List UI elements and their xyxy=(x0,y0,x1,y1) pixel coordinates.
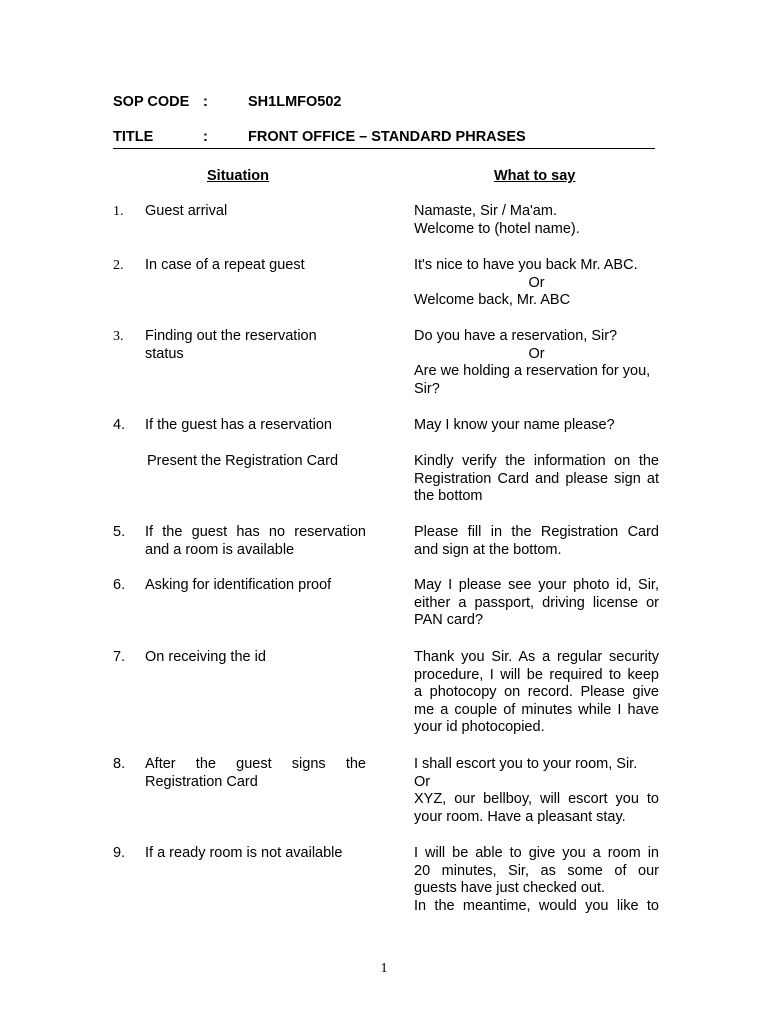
situation-line: status xyxy=(145,345,184,362)
situation-line: After the guest signs the xyxy=(145,756,366,772)
phrase-line: and sign at the bottom. xyxy=(414,541,562,558)
phrase-text xyxy=(414,328,659,398)
situation-text: Asking for identification proof xyxy=(145,577,332,593)
phrase-line: Kindly verify the information on the xyxy=(414,453,659,469)
phrase-line: Welcome to (hotel name). xyxy=(414,220,580,237)
situation-text: If the guest has a reservation xyxy=(145,417,332,433)
phrase-line: Are we holding a reservation for you, xyxy=(414,363,651,379)
phrase-line: Do you have a reservation, Sir? xyxy=(414,328,618,344)
phrase-text xyxy=(414,577,659,630)
phrase-line: your room. Have a pleasant stay. xyxy=(414,808,626,825)
title-colon: : xyxy=(203,129,208,145)
situation-text: If a ready room is not available xyxy=(145,845,343,861)
title-value: FRONT OFFICE – STANDARD PHRASES xyxy=(248,129,526,145)
phrase-line: guests have just checked out. xyxy=(414,880,606,896)
phrase-text xyxy=(414,203,659,238)
situation-line: If the guest has no reservation xyxy=(145,524,366,540)
situation-text: Guest arrival xyxy=(145,203,228,219)
phrase-line: a photocopy on record. Please give xyxy=(414,684,659,700)
situation-line: Finding out the reservation xyxy=(145,328,317,344)
sop-code-value: SH1LMFO502 xyxy=(248,94,342,110)
situation-text xyxy=(145,756,366,791)
phrase-line: Thank you Sir. As a regular security xyxy=(414,649,659,665)
phrase-line: It's nice to have you back Mr. ABC. xyxy=(414,257,638,273)
what-to-say-heading: What to say xyxy=(494,168,576,184)
item-number: 9. xyxy=(113,845,126,861)
item-number: 7. xyxy=(113,649,126,665)
phrase-text xyxy=(414,524,659,559)
phrase-text xyxy=(414,756,659,826)
sop-code-label: SOP CODE xyxy=(113,94,190,110)
phrase-line: PAN card? xyxy=(414,612,484,628)
phrase-line: 20 minutes, Sir, as some of our xyxy=(414,862,659,879)
situation-text: In case of a repeat guest xyxy=(145,257,305,273)
situation-line: Registration Card xyxy=(145,773,258,790)
situation-text: On receiving the id xyxy=(145,649,266,665)
situation-text xyxy=(145,524,366,559)
phrase-line: your id photocopied. xyxy=(414,719,545,735)
situation-line: and a room is available xyxy=(145,541,295,558)
phrase-line: I shall escort you to your room, Sir. xyxy=(414,756,638,772)
phrase-text xyxy=(414,453,659,506)
item-number: 5. xyxy=(113,524,126,540)
title-label: TITLE xyxy=(113,129,154,145)
sop-code-colon: : xyxy=(203,94,208,110)
item-number: 6. xyxy=(113,577,126,593)
phrase-line: Namaste, Sir / Ma'am. xyxy=(414,203,557,219)
item-number: 2. xyxy=(113,258,124,273)
situation-text: Present the Registration Card xyxy=(147,453,339,469)
phrase-text xyxy=(414,845,659,915)
phrase-line: May I please see your photo id, Sir, xyxy=(414,577,659,593)
phrase-line: me a couple of minutes while I have xyxy=(414,701,659,718)
phrase-line: the bottom xyxy=(414,488,483,504)
phrase-line: either a passport, driving license or xyxy=(414,594,659,611)
phrase-text: May I know your name please? xyxy=(414,417,615,433)
phrase-line: Sir? xyxy=(414,380,440,397)
item-number: 3. xyxy=(113,329,124,344)
phrase-or: Or xyxy=(528,274,545,291)
situation-text xyxy=(145,328,366,363)
item-number: 8. xyxy=(113,756,126,772)
phrase-text xyxy=(414,257,659,310)
item-number: 1. xyxy=(113,204,124,219)
phrase-line: XYZ, our bellboy, will escort you to xyxy=(414,791,659,807)
situation-heading: Situation xyxy=(207,168,270,184)
phrase-or: Or xyxy=(414,773,431,790)
page-number: 1 xyxy=(380,961,388,976)
phrase-line: I will be able to give you a room in xyxy=(414,845,659,861)
phrase-or: Or xyxy=(528,345,545,362)
phrase-line: Please fill in the Registration Card xyxy=(414,524,659,540)
phrase-text xyxy=(414,649,659,737)
item-number: 4. xyxy=(113,417,126,433)
phrase-line: Welcome back, Mr. ABC xyxy=(414,292,571,308)
phrase-line: In the meantime, would you like to xyxy=(414,897,659,914)
header-rule xyxy=(113,148,655,149)
phrase-line: Registration Card and please sign at xyxy=(414,470,659,487)
phrase-line: procedure, I will be required to keep xyxy=(414,666,659,683)
